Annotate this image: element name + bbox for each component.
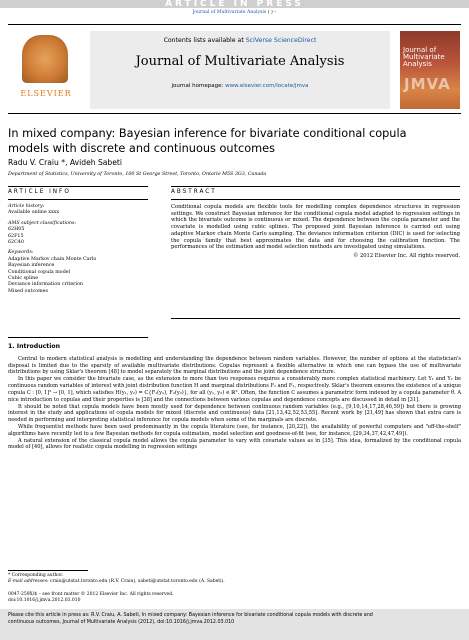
footnotes <box>8 573 461 585</box>
paragraph: While frequentist methods have been used predominantly in the copula literature (see, for instance, [20,22]), the availability of powerful computers and "off-the-shelf" algorithms have recently led to a few Bayesian methods for copula estimation, model selection and goodness-of-fit (see, for instance, [29,34,37,42,47,49]). <box>8 423 461 437</box>
abstract-heading: ABSTRACT <box>171 189 217 195</box>
paragraph: Central to modern statistical analysis is modelling and understanding the dependence between random variables. However, the number of options at the statistician's disposal is limited due to the sparsity of available multivariate distributions. Copulas represent a flexible alternative in which one can bypass the use of multivariate distributions by using Sklar's theorem [48] to model separately the marginal distributions and the joint dependence structure. <box>8 356 461 376</box>
homepage-prefix: journal homepage: <box>171 83 226 89</box>
keyword: Adaptive Markov chain Monte Carlo <box>8 256 97 262</box>
article-title-line-1: In mixed company: Bayesian inference for bivariate conditional copula <box>8 127 407 140</box>
homepage-line <box>90 83 390 89</box>
keyword: Mixed outcomes <box>8 288 48 294</box>
elsevier-logo[interactable] <box>14 31 78 103</box>
article-in-press-banner <box>0 0 469 8</box>
copyright: © 2012 Elsevier Inc. All rights reserved. <box>353 252 460 259</box>
article-info-bottom-rule <box>8 337 148 338</box>
journal-header <box>8 24 461 114</box>
keyword: Bayesian inference <box>8 263 55 269</box>
abstract-text: Conditional copula models are flexible tools for modelling complex dependence structures in regression settings. We construct Bayesian inference for the conditional copula model adapted to regression settings in which the bivariate outcome is continuous or mixed. The dependence between the copula parameter and the covariate is modelled using cubic splines. The proposed joint Bayesian inference is carried out using adaptive Markov chain Monte Carlo sampling. The deviance information criterion (DIC) is used for selecting the copula family that best approximates the data and for choosing the calibration function. The performances of the estimation and model selection methods are investigated using simulations. <box>171 204 460 251</box>
journal-reference-volume: ( ) – <box>267 10 277 15</box>
paragraph: A natural extension of the classical copula model allows the copula parameter to vary with covariate values as in [35]. This idea, formalized by the conditional copula model of [40], allows for realistic copula modelling in regression settings <box>8 437 461 451</box>
history-value: Available online xxxx <box>8 210 60 216</box>
doi-line[interactable]: doi:10.1016/j.jmva.2012.03.010 <box>8 598 81 603</box>
section-heading-introduction: 1. Introduction <box>8 343 61 350</box>
issn-line: 0047-259X/$ – see front matter © 2012 Elsevier Inc. All rights reserved. <box>8 592 174 597</box>
journal-cover-image[interactable] <box>400 31 460 109</box>
article-title <box>8 127 461 156</box>
keyword: Conditional copula model <box>8 269 71 275</box>
elsevier-tree-icon <box>22 35 68 83</box>
homepage-link[interactable]: www.elsevier.com/locate/jmva <box>225 83 309 89</box>
keyword: Cubic spline <box>8 276 39 282</box>
abstract <box>171 204 460 260</box>
citation-text <box>8 613 461 626</box>
affiliation: Department of Statistics, University of Toronto, 100 St George Street, Toronto, Ontario M5S 3G3, Canada <box>8 172 267 177</box>
ams-code: 62F15 <box>8 233 24 239</box>
cover-title: Journal of Multivariate Analysis <box>403 46 445 68</box>
citation-line-2: continuous outcomes, Journal of Multivariate Analysis (2012), doi:10.1016/j.jmva.2012.03.010 <box>8 619 235 625</box>
authors: Radu V. Craiu *, Avideh Sabeti <box>8 158 123 167</box>
paragraph: It should be noted that copula models have been mostly used for dependence between continuous random variables (e.g., [9,10,14,17,28,46,59]) but there is growing interest in the study and applications of copula models for mixed (discrete and continuous) data [21,13,42,52,53,55]. Recent work by [21,49] has shown that extra care is needed in performing and interpreting statistical inference for copula models when some of the marginals are discrete. <box>8 403 461 423</box>
keyword: Deviance information criterion <box>8 282 83 288</box>
journal-title: Journal of Multivariate Analysis <box>135 54 345 69</box>
article-identifiers <box>8 592 174 604</box>
history-label: Article history: <box>8 204 45 209</box>
article-info-heading-rule <box>8 199 148 200</box>
corresponding-author-note: * Corresponding author. <box>8 573 64 578</box>
paragraph: In this paper we consider the bivariate case, as the extension to more than two responses requires a considerably more complex statistical machinery. Let Y₁ and Y₂ be continuous random variables of interest with joint distribution function H and marginal distributions F₁ and F₂, respectively. Sklar's theorem ensures the existence of a unique copula C : [0, 1]² → [0, 1], which satisfies H(y₁, y₂) = C{F₁(y₁), F₂(y₂)}, for all (y₁, y₂) ∈ ℝ². Often, the function C assumes a parametric form indexed by a copula parameter θ. A nice introduction to copulas and their properties is [38] and the connections between various copulas and dependence concepts are discussed in detail in [31]. <box>8 376 461 403</box>
ams-label: AMS subject classifications: <box>8 220 77 226</box>
article-info-heading: ARTICLE INFO <box>8 189 71 195</box>
abstract-bottom-rule <box>171 318 460 319</box>
article-info-top-rule <box>8 186 148 187</box>
keywords-label: Keywords: <box>8 250 34 256</box>
email-line <box>8 579 461 585</box>
cover-badge: JMVA <box>404 75 451 93</box>
citation-line-1: Please cite this article in press as: R.V. Craiu, A. Sabeti, In mixed company: Bayesian inference for bivariate conditional copula models with discrete and <box>8 613 373 618</box>
email-value[interactable]: craiu@utstat.toronto.edu (R.V. Craiu), sabeti@utstat.toronto.edu (A. Sabeti). <box>49 579 225 584</box>
article-title-line-2: models with discrete and continuous outcomes <box>8 141 275 155</box>
email-label: E-mail addresses: <box>8 579 49 584</box>
abstract-heading-rule <box>171 199 460 200</box>
footnote-rule <box>8 570 88 571</box>
journal-reference-name[interactable]: Journal of Multivariate Analysis <box>192 10 267 15</box>
article-info <box>8 204 148 295</box>
introduction-body <box>8 356 461 451</box>
publisher-name: ELSEVIER <box>20 89 72 98</box>
contents-prefix: Contents lists available at <box>163 37 246 44</box>
ams-code: 62C40 <box>8 240 24 246</box>
abstract-top-rule <box>171 186 460 187</box>
banner-text: ARTICLE IN PRESS <box>165 0 304 9</box>
citation-box <box>0 609 469 640</box>
journal-panel <box>90 31 390 109</box>
contents-line <box>90 37 390 44</box>
ams-code: 62H05 <box>8 227 25 233</box>
journal-reference <box>0 10 469 15</box>
sciencedirect-link[interactable]: SciVerse ScienceDirect <box>245 37 317 44</box>
